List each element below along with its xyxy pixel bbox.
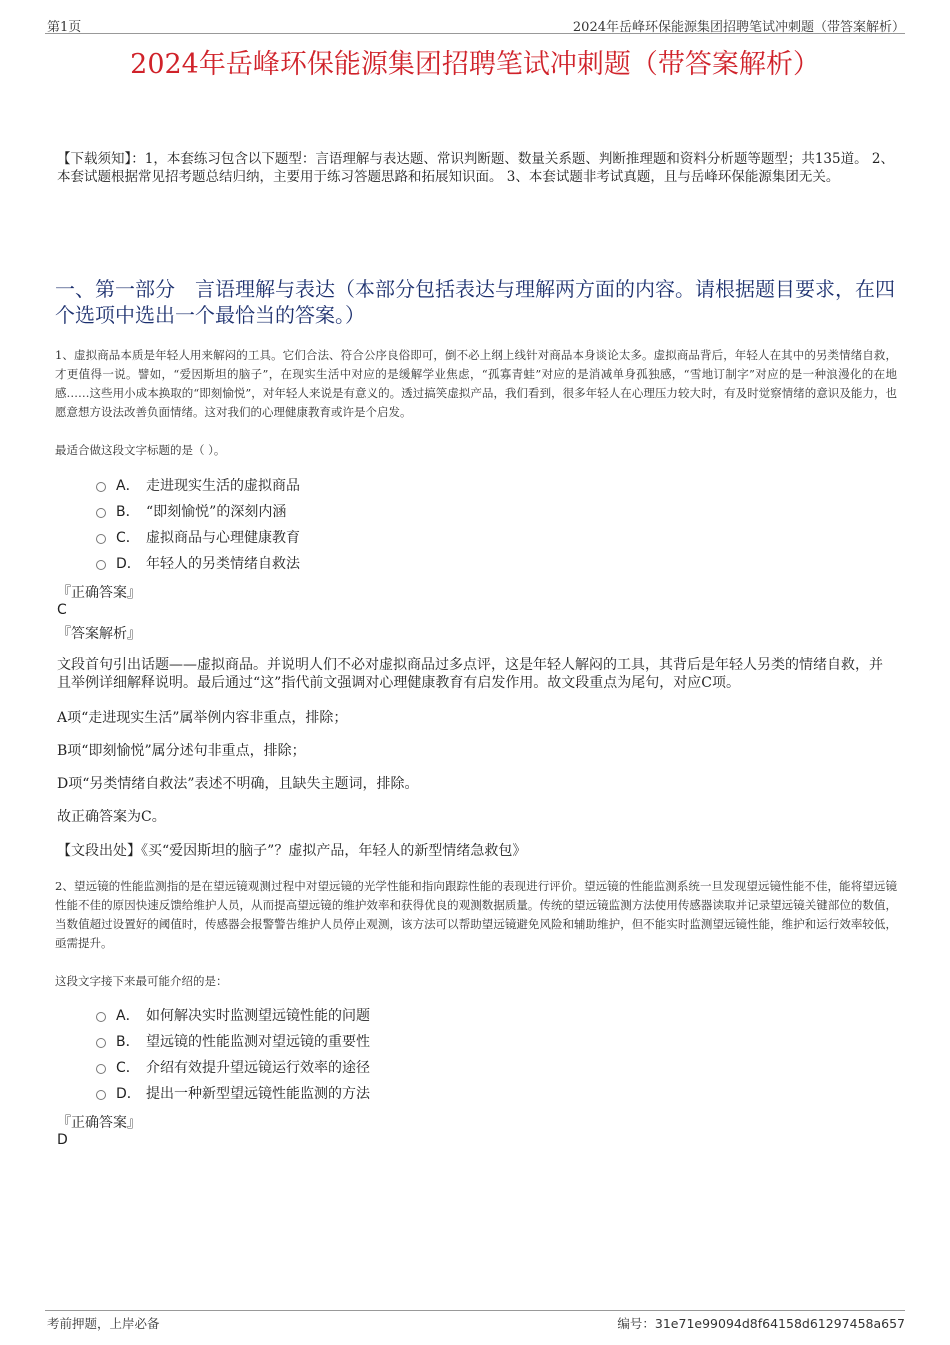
radio-icon[interactable] [96, 508, 106, 518]
question-1-option-b[interactable]: B． “即刻愉悦”的深刻内涵 [96, 498, 300, 524]
footer-code-label: 编号： [617, 1316, 655, 1331]
radio-icon[interactable] [96, 1038, 106, 1048]
header-divider [45, 33, 905, 34]
question-1-conclusion: 故正确答案为C。 [57, 809, 166, 825]
question-2-option-d[interactable]: D． 提出一种新型望远镜性能监测的方法 [96, 1080, 370, 1106]
radio-icon[interactable] [96, 1012, 106, 1022]
footer-code-value: 31e71e99094d8f64158d61297458a657 [654, 1316, 905, 1331]
question-1-option-d[interactable]: D． 年轻人的另类情绪自救法 [96, 550, 300, 576]
question-1-stem: 最适合做这段文字标题的是（ ）。 [55, 443, 226, 457]
question-1-analysis-main: 文段首句引出话题——虚拟商品。并说明人们不必对虚拟商品过多点评，这是年轻人解闷的工具，其背后是年轻人另类的情绪自救，并且举例详细解释说明。最后通过“这”指代前文强调对心理健康教育有启发作用。故文段重点为尾句，对应C项。 [57, 657, 883, 691]
page-title: 2024年岳峰环保能源集团招聘笔试冲刺题（带答案解析） [130, 49, 820, 80]
question-1-answer: C [57, 602, 67, 618]
section-title: 一、第一部分 言语理解与表达（本部分包括表达与理解两方面的内容。请根据题目要求，在四个选项中选出一个最恰当的答案。） [55, 277, 895, 327]
question-1-option-c[interactable]: C． 虚拟商品与心理健康教育 [96, 524, 300, 550]
footer-slogan: 考前押题，上岸必备 [47, 1316, 160, 1331]
footer-code [617, 1314, 905, 1332]
radio-icon[interactable] [96, 534, 106, 544]
radio-icon[interactable] [96, 482, 106, 492]
question-1-analysis-d: D项“另类情绪自救法”表述不明确，且缺失主题词，排除。 [57, 776, 419, 792]
question-1-analysis-label: 『答案解析』 [57, 626, 141, 642]
question-1-analysis-a: A项“走进现实生活”属举例内容非重点，排除； [57, 710, 348, 726]
radio-icon[interactable] [96, 1064, 106, 1074]
question-2-answer-label: 『正确答案』 [57, 1115, 141, 1131]
question-2-stem: 这段文字接下来最可能介绍的是： [55, 974, 228, 988]
footer-divider [45, 1310, 905, 1311]
radio-icon[interactable] [96, 1090, 106, 1100]
download-notice: 【下载须知】：1，本套练习包含以下题型：言语理解与表达题、常识判断题、数量关系题、判断推理题和资料分析题等题型；共135道。 2、本套试题根据常见招考题总结归纳，主要用于练习答题思路和拓展知识面。 3、本套试题非考试真题，且与岳峰环保能源集团无关。 [57, 151, 894, 185]
question-1-source: 【文段出处】《买“爱因斯坦的脑子”？虚拟产品，年轻人的新型情绪急救包》 [57, 843, 527, 859]
question-2-option-c[interactable]: C． 介绍有效提升望远镜运行效率的途径 [96, 1054, 370, 1080]
radio-icon[interactable] [96, 560, 106, 570]
header-doc-title: 2024年岳峰环保能源集团招聘笔试冲刺题（带答案解析） [572, 20, 905, 35]
question-2-options [96, 1002, 370, 1106]
question-1-options [96, 472, 300, 576]
question-1-answer-label: 『正确答案』 [57, 585, 141, 601]
question-2-option-b[interactable]: B． 望远镜的性能监测对望远镜的重要性 [96, 1028, 370, 1054]
question-1-passage: 1、虚拟商品本质是年轻人用来解闷的工具。它们合法、符合公序良俗即可，倒不必上纲上线针对商品本身谈论太多。虚拟商品背后，年轻人在其中的另类情绪自救，才更值得一说。譬如，“爱因斯坦的脑子”，在现实生活中对应的是缓解学业焦虑，“孤寡青蛙”对应的是消减单身孤独感，“雪地订制字”对应的是一种浪漫化的在地感……这些用小成本换取的“即刻愉悦”，对年轻人来说是有意义的。透过搞笑虚拟产品，我们看到，很多年轻人在心理压力较大时，有及时觉察情绪的意识及能力，也愿意想方设法改善负面情绪。这对我们的心理健康教育或许是个启发。 [55, 348, 897, 419]
question-1-analysis-b: B项“即刻愉悦”属分述句非重点，排除； [57, 743, 306, 759]
question-2-answer: D [57, 1132, 68, 1148]
header-page-number: 第1页 [47, 20, 82, 35]
question-2-passage: 2、望远镜的性能监测指的是在望远镜观测过程中对望远镜的光学性能和指向跟踪性能的表现进行评价。望远镜的性能监测系统一旦发现望远镜性能不佳，能将望远镜性能不佳的原因快速反馈给维护人员，从而提高望远镜的维护效率和获得优良的观测数据质量。传统的望远镜监测方法使用传感器读取并记录望远镜关键部位的数值，当数值超过设置好的阈值时，传感器会报警警告维护人员停止观测，该方法可以帮助望远镜避免风险和辅助维护，但不能实时监测望远镜性能，维护和运行效率较低，亟需提升。 [55, 879, 897, 950]
question-2-option-a[interactable]: A． 如何解决实时监测望远镜性能的问题 [96, 1002, 370, 1028]
question-1-option-a[interactable]: A． 走进现实生活的虚拟商品 [96, 472, 300, 498]
